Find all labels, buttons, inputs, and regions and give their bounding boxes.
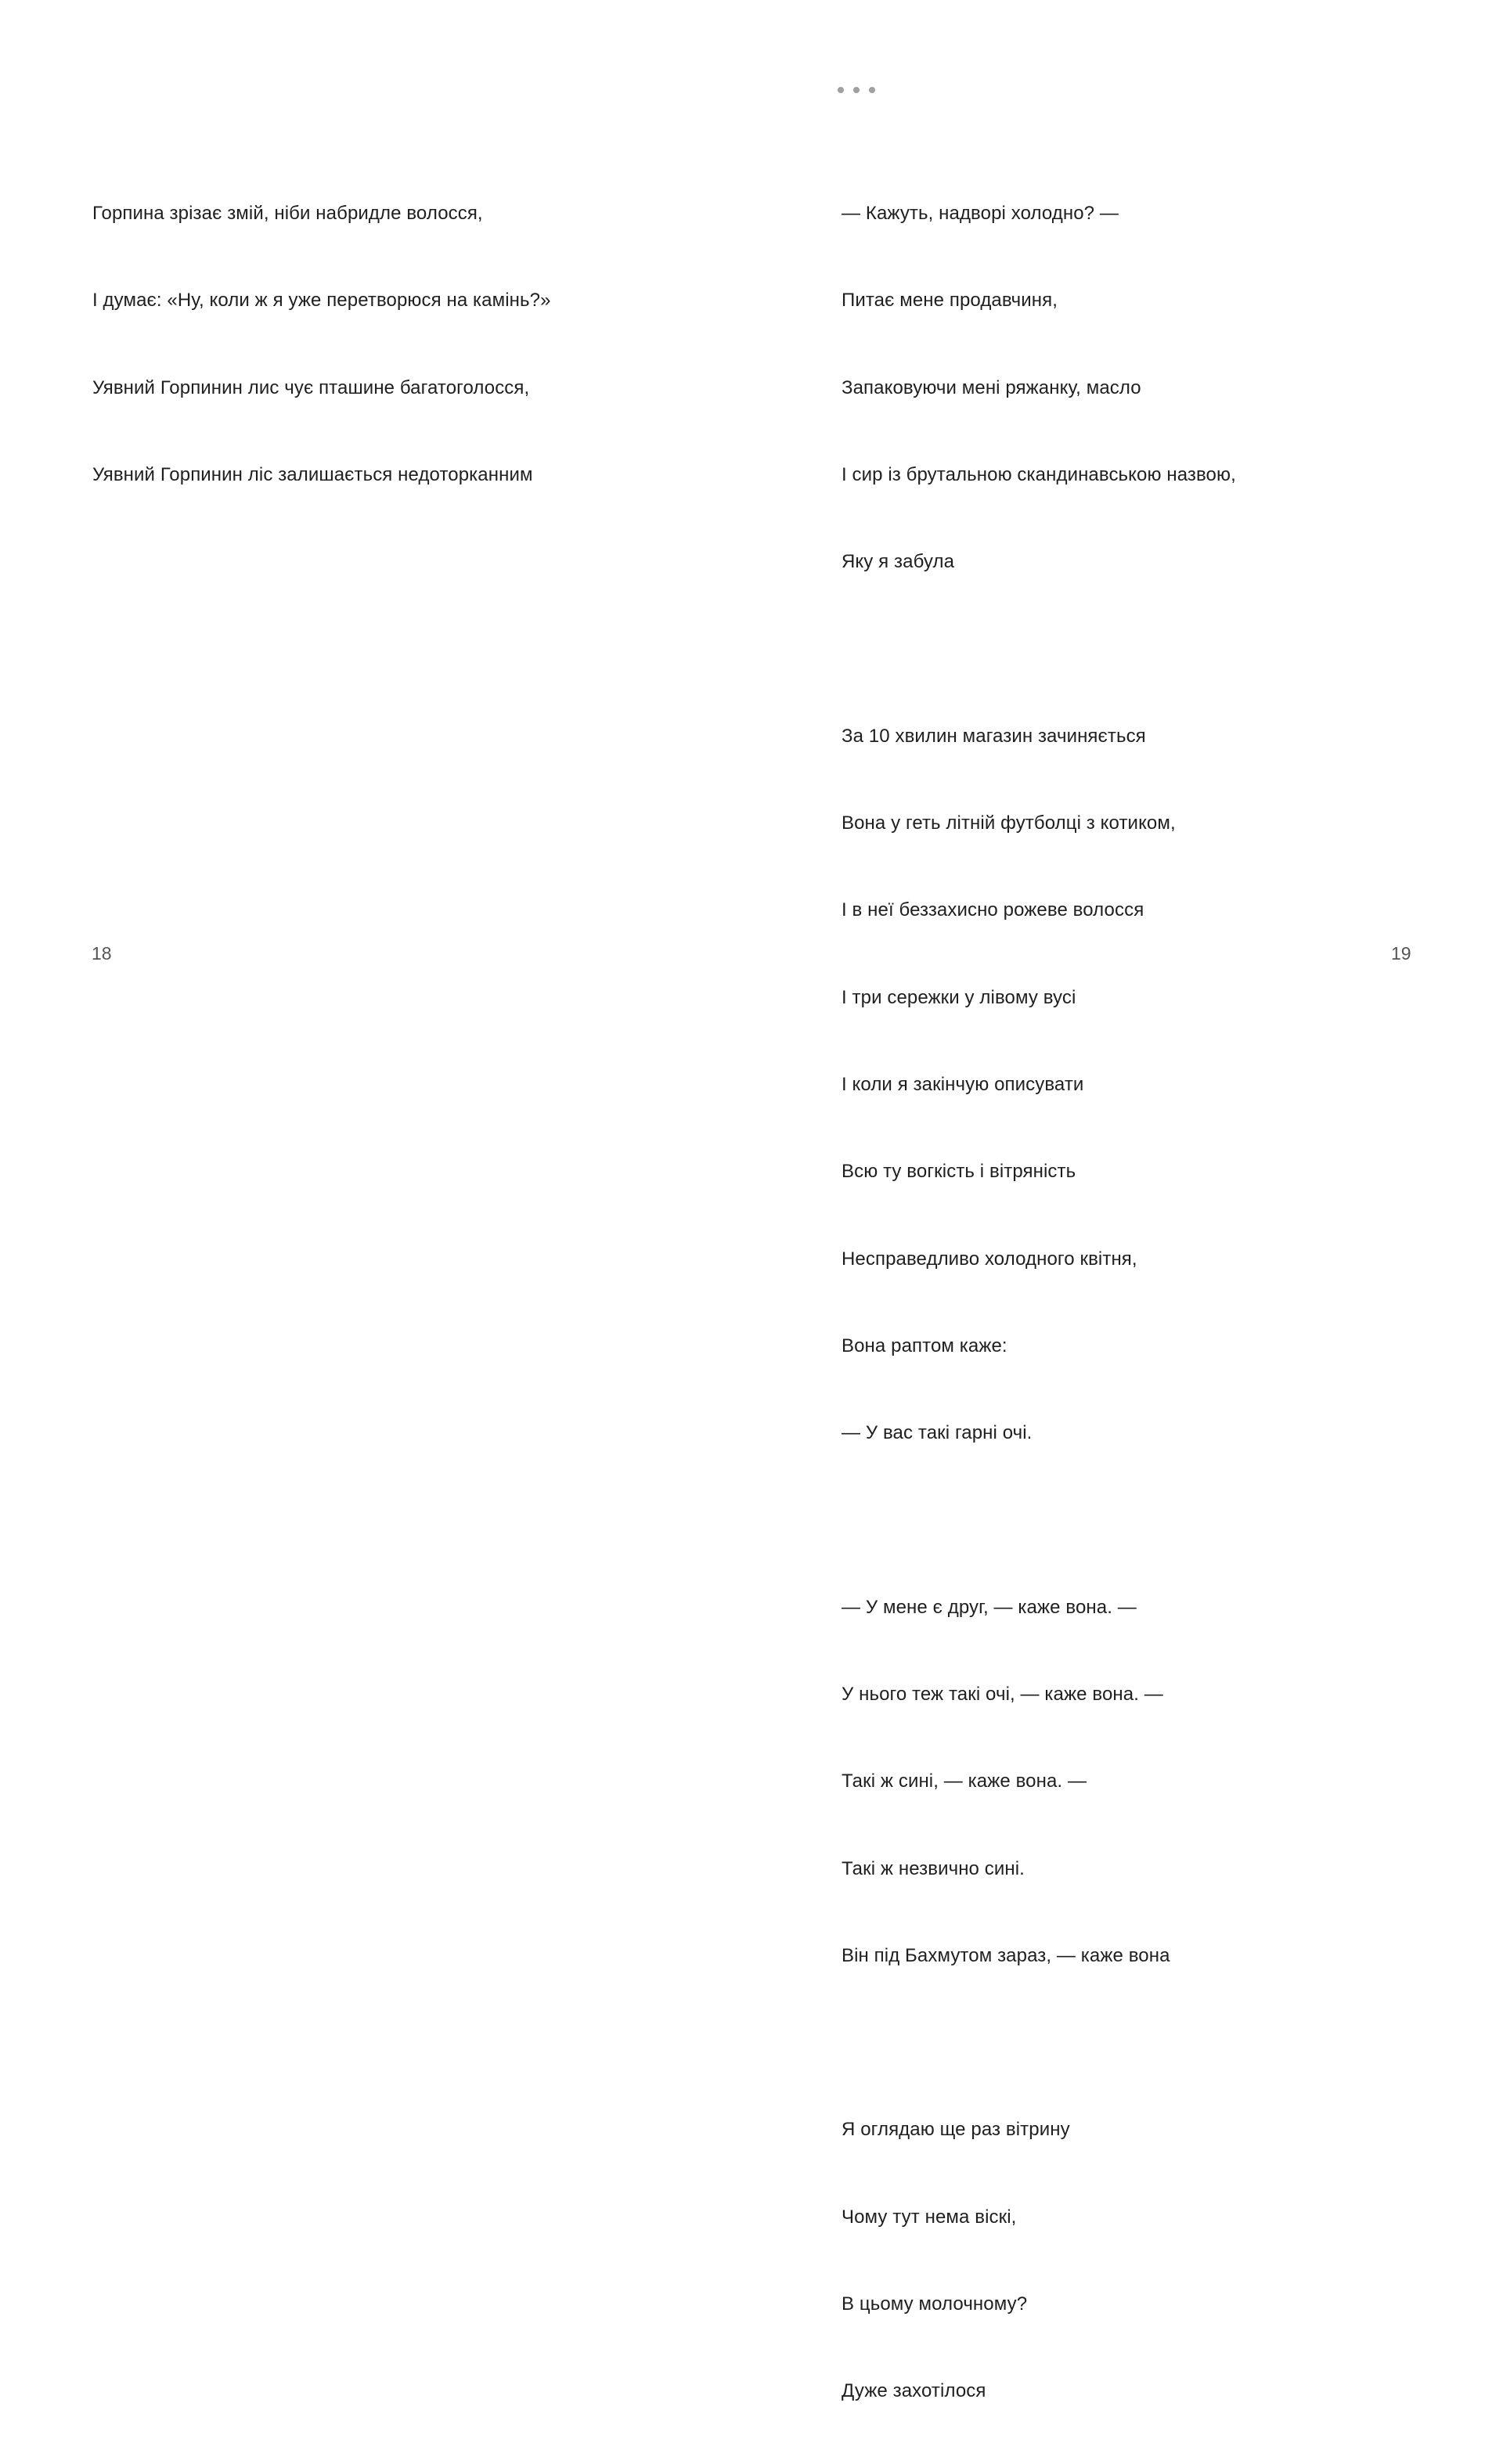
- poem-line: Такі ж незвично сині.: [842, 1857, 1025, 1879]
- poem-line: Яку я забула: [842, 551, 955, 573]
- poem-line: Вона раптом каже:: [842, 1335, 1007, 1356]
- poem-text-left: [92, 141, 551, 547]
- poem-line: І думає: «Ну, коли ж я уже перетворюся на камінь?»: [92, 290, 551, 312]
- right-page: [752, 0, 1503, 2402]
- page-number-left: 18: [92, 943, 112, 964]
- poem-line: — Кажуть, надворі холодно? —: [842, 203, 1119, 225]
- poem-line: Уявний Горпинин ліс залишається недоторканним: [92, 464, 533, 486]
- poem-line: Несправедливо холодного квітня,: [842, 1248, 1137, 1270]
- poem-line: Вона у геть літній футболці з котиком,: [842, 812, 1176, 834]
- poem-text-right: [842, 141, 1236, 2464]
- poem-line: Такі ж сині, — каже вона. —: [842, 1771, 1087, 1792]
- poem-line: Запаковуючи мені ряжанку, масло: [842, 376, 1141, 398]
- poem-line: Дуже захотілося: [842, 2380, 986, 2402]
- left-page: [0, 0, 752, 1020]
- dot-icon: [869, 87, 875, 93]
- poem-line: Уявний Горпинин лис чує пташине багатоголосся,: [92, 376, 530, 398]
- poem-line: І сир із брутальною скандинавською назвою,: [842, 464, 1236, 486]
- poem-line: У нього теж такі очі, — каже вона. —: [842, 1683, 1163, 1705]
- poem-line: І в неї беззахисно рожеве волосся: [842, 899, 1144, 921]
- poem-line: За 10 хвилин магазин зачиняється: [842, 725, 1146, 747]
- poem-line: — У вас такі гарні очі.: [842, 1422, 1033, 1444]
- poem-line: І коли я закінчую описувати: [842, 1074, 1084, 1095]
- poem-line: Питає мене продавчиня,: [842, 290, 1058, 312]
- stanza-gap: [842, 2028, 1236, 2057]
- stanza-gap: [842, 1505, 1236, 1534]
- poem-line: І три сережки у лівому вусі: [842, 986, 1076, 1008]
- dot-icon: [838, 87, 844, 93]
- stanza-gap: [842, 635, 1236, 664]
- poem-line: Він під Бахмутом зараз, — каже вона: [842, 1944, 1170, 1966]
- page-number-right: 19: [1391, 943, 1411, 964]
- poem-line: В цьому молочному?: [842, 2293, 1028, 2315]
- dot-icon: [853, 87, 860, 93]
- poem-line: Я оглядаю ще раз вітрину: [842, 2119, 1070, 2141]
- poem-line: Чому тут нема віскі,: [842, 2206, 1017, 2228]
- poem-line: Всю ту вогкість і вітряність: [842, 1161, 1076, 1183]
- poem-line: Горпина зрізає змій, ніби набридле волосся,: [92, 203, 483, 225]
- section-break-dots: [838, 87, 875, 93]
- poem-line: — У мене є друг, — каже вона. —: [842, 1596, 1137, 1618]
